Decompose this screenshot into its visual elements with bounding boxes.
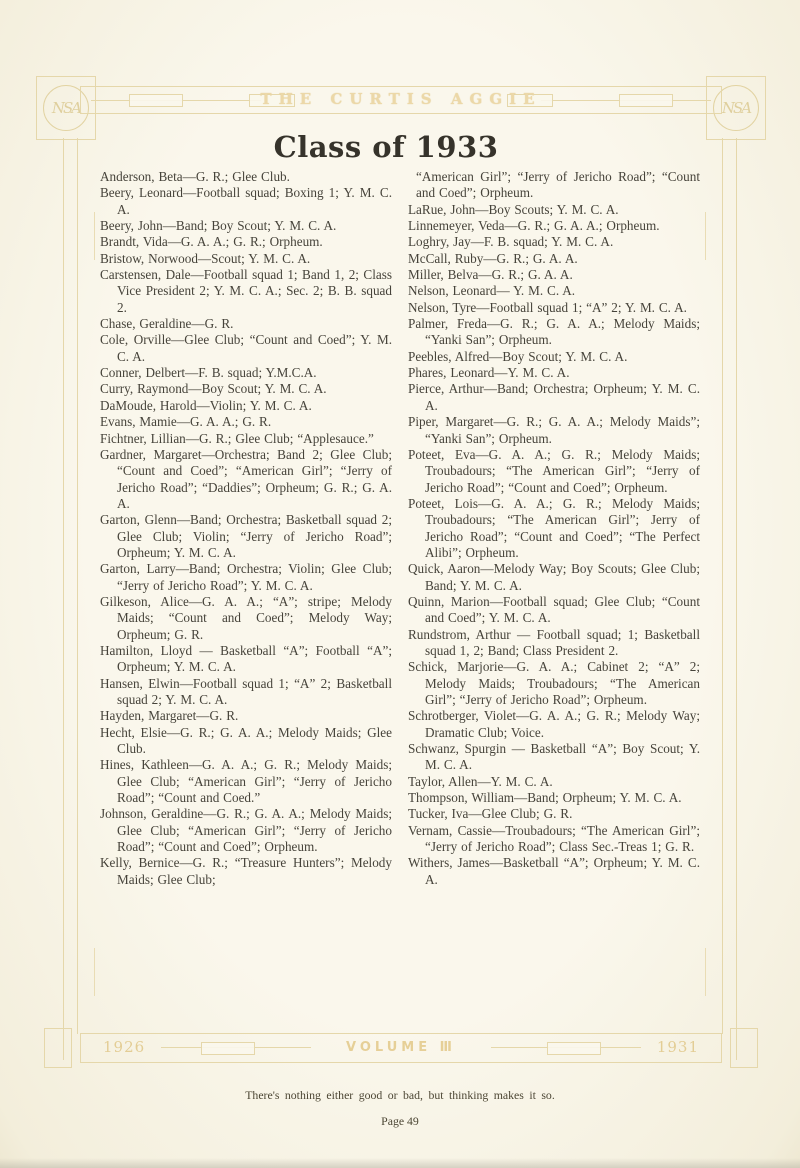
student-entry: Hecht, Elsie—G. R.; G. A. A.; Melody Maids; Glee Club.	[100, 724, 392, 757]
student-entry: Piper, Margaret—G. R.; G. A. A.; Melody Maids”; “Yanki San”; Orpheum.	[408, 414, 700, 446]
entry-continuation: “American Girl”; “Jerry of Jericho Road”; “Count and Coed”; Orpheum.	[416, 169, 700, 201]
student-entry: Johnson, Geraldine—G. R.; G. A. A.; Melody Maids; Glee Club; “American Girl”; “Jerry of Jericho Road”; “Count and Coed”; Orpheum.	[100, 806, 392, 855]
student-entry: Hansen, Elwin—Football squad 1; “A” 2; Basketball squad 2; Y. M. C. A.	[100, 675, 392, 707]
student-entry: Evans, Mamie—G. A. A.; G. R.	[100, 414, 272, 430]
student-entry: Schwanz, Spurgin — Basketball “A”; Boy Scout; Y. M. C. A.	[408, 741, 700, 773]
page-title: Class of 1933	[273, 130, 499, 164]
volume-label: VOLUME Ⅲ	[346, 1040, 456, 1055]
student-entry: Tucker, Iva—Glee Club; G. R.	[408, 806, 573, 822]
student-entry: Garton, Larry—Band; Orchestra; Violin; Glee Club; “Jerry of Jericho Road”; Y. M. C. A.	[100, 561, 392, 593]
year-end: 1931	[656, 1038, 699, 1056]
student-entry: Curry, Raymond—Boy Scout; Y. M. C. A.	[100, 381, 327, 397]
student-entry: Miller, Belva—G. R.; G. A. A.	[408, 267, 573, 283]
student-entry: Cole, Orville—Glee Club; “Count and Coed”; Y. M. C. A.	[100, 332, 392, 364]
student-entry: McCall, Ruby—G. R.; G. A. A.	[408, 250, 578, 266]
footer-band	[80, 1033, 722, 1063]
page-number: Page 49	[381, 1114, 419, 1128]
student-entry: Anderson, Beta—G. R.; Glee Club.	[100, 169, 290, 184]
border-dash	[94, 212, 95, 260]
border-dash	[94, 948, 95, 996]
student-entry: Brandt, Vida—G. A. A.; G. R.; Orpheum.	[100, 234, 323, 250]
student-entry: Beery, John—Band; Boy Scout; Y. M. C. A.	[100, 218, 337, 234]
student-entry: Linnemeyer, Veda—G. R.; G. A. A.; Orpheum.	[408, 218, 660, 234]
monogram-letters: NSA	[721, 99, 751, 117]
student-entry: Schick, Marjorie—G. A. A.; Cabinet 2; “A” 2; Melody Maids; Troubadours; “The American Girl”; “Jerry of Jericho Road”; Orpheum.	[408, 659, 700, 707]
student-entry: Conner, Delbert—F. B. squad; Y.M.C.A.	[100, 365, 317, 381]
right-column	[408, 169, 700, 888]
student-entry: Nelson, Tyre—Football squad 1; “A” 2; Y. M. C. A.	[408, 299, 687, 315]
student-entry: Hayden, Margaret—G. R.	[100, 708, 239, 724]
masthead-title: THE CURTIS AGGIE	[260, 90, 542, 108]
student-entry: Palmer, Freda—G. R.; G. A. A.; Melody Maids; “Yanki San”; Orpheum.	[408, 316, 700, 348]
student-entry: DaMoude, Harold—Violin; Y. M. C. A.	[100, 397, 312, 413]
left-column	[100, 169, 392, 888]
roster-columns	[100, 169, 700, 888]
student-entry: Taylor, Allen—Y. M. C. A.	[408, 773, 553, 789]
student-entry: Kelly, Bernice—G. R.; “Treasure Hunters”; Melody Maids; Glee Club;	[100, 855, 392, 887]
student-entry: Schrotberger, Violet—G. A. A.; G. R.; Melody Way; Dramatic Club; Voice.	[408, 708, 700, 740]
border-right-outer	[736, 138, 737, 1060]
student-entry: Vernam, Cassie—Troubadours; “The American Girl”; “Jerry of Jericho Road”; Class Sec.-Treas 1; G. R.	[408, 822, 700, 855]
student-entry: Beery, Leonard—Football squad; Boxing 1; Y. M. C. A.	[100, 185, 392, 217]
corner-ornament-bottom-left	[44, 1028, 72, 1068]
student-entry: Hines, Kathleen—G. A. A.; G. R.; Melody Maids; Glee Club; “American Girl”; “Jerry of Jericho Road”; “Count and Coed.”	[100, 757, 392, 806]
student-entry: Bristow, Norwood—Scout; Y. M. C. A.	[100, 250, 311, 266]
student-entry: Thompson, William—Band; Orpheum; Y. M. C. A.	[408, 790, 682, 806]
border-right-inner	[722, 138, 723, 1034]
student-entry: LaRue, John—Boy Scouts; Y. M. C. A.	[408, 201, 619, 217]
corner-ornament-bottom-right	[730, 1028, 758, 1068]
border-left-inner	[77, 138, 78, 1034]
border-dash	[705, 212, 706, 260]
student-entry: Pierce, Arthur—Band; Orchestra; Orpheum; Y. M. C. A.	[408, 381, 700, 413]
monogram-letters: NSA	[51, 99, 81, 117]
student-entry: Garton, Glenn—Band; Orchestra; Basketball squad 2; Glee Club; Violin; “Jerry of Jericho Road”; Orpheum; Y. M. C. A.	[100, 512, 392, 560]
student-entry: Phares, Leonard—Y. M. C. A.	[408, 365, 570, 381]
year-start: 1926	[103, 1038, 146, 1056]
epigraph-quote: There's nothing either good or bad, but thinking makes it so.	[245, 1088, 555, 1102]
student-entry: Poteet, Eva—G. A. A.; G. R.; Melody Maids; Troubadours; “The American Girl”; “Jerry of Jericho Road”; “Count and Coed”; Orpheum.	[408, 446, 700, 495]
student-entry: Withers, James—Basketball “A”; Orpheum; Y. M. C. A.	[408, 855, 700, 887]
student-entry: Hamilton, Lloyd — Basketball “A”; Football “A”; Orpheum; Y. M. C. A.	[100, 642, 392, 675]
masthead-band	[80, 86, 722, 114]
student-entry: Quick, Aaron—Melody Way; Boy Scouts; Glee Club; Band; Y. M. C. A.	[408, 561, 700, 593]
student-entry: Nelson, Leonard— Y. M. C. A.	[408, 283, 576, 299]
student-entry: Peebles, Alfred—Boy Scout; Y. M. C. A.	[408, 348, 628, 364]
student-entry: Fichtner, Lillian—G. R.; Glee Club; “Applesauce.”	[100, 430, 374, 446]
student-entry: Quinn, Marion—Football squad; Glee Club; “Count and Coed”; Y. M. C. A.	[408, 593, 700, 626]
border-dash	[705, 948, 706, 996]
student-entry: Carstensen, Dale—Football squad 1; Band 1, 2; Class Vice President 2; Y. M. C. A.; Sec. 2; B. B. squad 2.	[100, 267, 392, 315]
student-entry: Poteet, Lois—G. A. A.; G. R.; Melody Maids; Troubadours; “The American Girl”; Jerry of Jericho Road”; “Count and Coed”; “The Perfect Alibi”; Orpheum.	[408, 495, 700, 560]
student-entry: Chase, Geraldine—G. R.	[100, 316, 234, 332]
border-left-outer	[63, 138, 64, 1060]
student-entry: Loghry, Jay—F. B. squad; Y. M. C. A.	[408, 234, 614, 250]
student-entry: Gilkeson, Alice—G. A. A.; “A”; stripe; Melody Maids; “Count and Coed”; Melody Way; Orpheum; G. R.	[100, 593, 392, 642]
student-entry: Gardner, Margaret—Orchestra; Band 2; Glee Club; “Count and Coed”; “American Girl”; “Jerry of Jericho Road”; “Daddies”; Orpheum; G. R.; G. A. A.	[100, 446, 392, 511]
student-entry: Rundstrom, Arthur — Football squad; 1; Basketball squad 1, 2; Band; Class President 2.	[408, 626, 700, 658]
